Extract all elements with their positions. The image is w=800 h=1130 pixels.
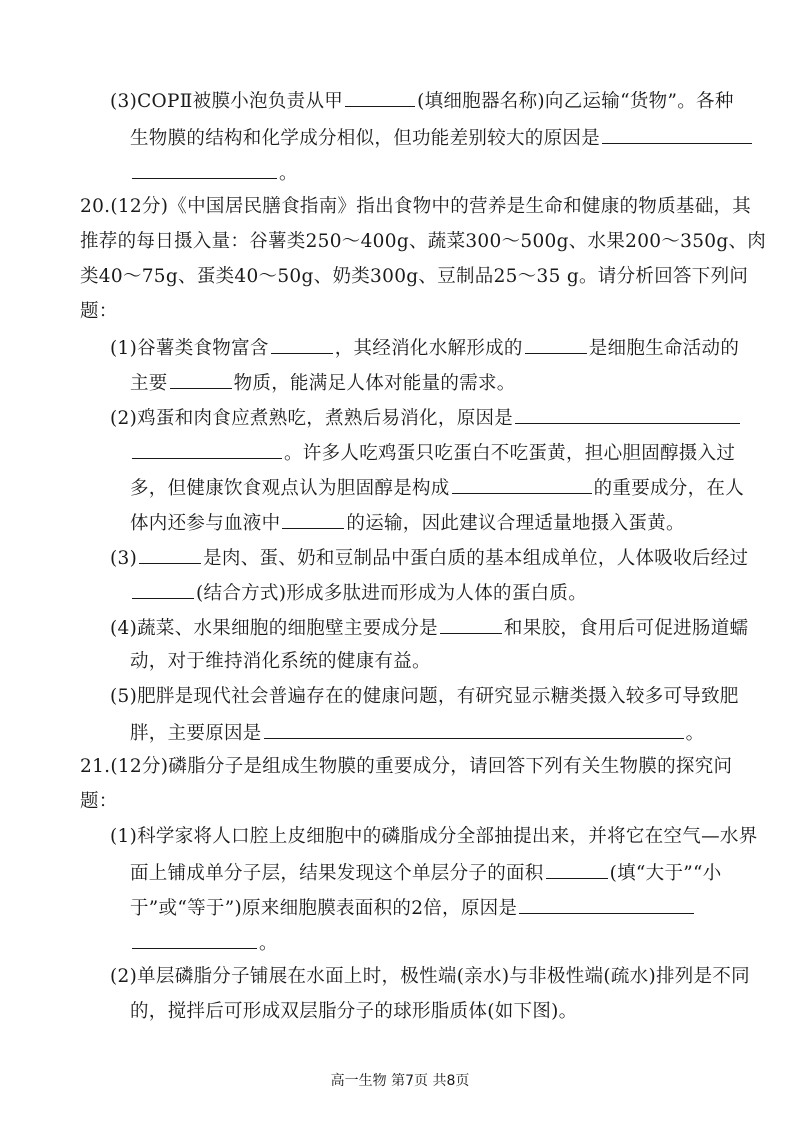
q20-5-line1: (5)肥胖是现代社会普遍存在的健康问题，有研究显示糖类摄入较多可导致肥 — [110, 686, 739, 707]
q20-4-line2: 动，对于维持消化系统的健康有益。 — [130, 651, 431, 672]
q20-2-line1: (2)鸡蛋和肉食应煮熟吃，煮熟后易消化，原因是 — [110, 405, 742, 431]
page-footer: 高一生物 第7页 共8页 — [330, 1073, 470, 1089]
answer-blank[interactable] — [602, 125, 752, 144]
q20-4-line1: (4)蔬菜、水果细胞的细胞壁主要成分是 和果胶，食用后可促进肠道蠕 — [110, 615, 748, 641]
answer-blank[interactable] — [132, 930, 257, 949]
answer-blank[interactable] — [271, 335, 333, 354]
answer-blank[interactable] — [264, 720, 684, 739]
answer-blank[interactable] — [282, 510, 344, 529]
q20-2-line3: 多，但健康饮食观点认为胆固醇是构成 的重要成分，在人 — [130, 475, 744, 501]
answer-blank[interactable] — [440, 615, 502, 634]
q21-2-line1: (2)单层磷脂分子铺展在水面上时，极性端(亲水)与非极性端(疏水)排列是不同 — [110, 966, 750, 987]
answer-blank[interactable] — [132, 160, 277, 179]
q19-3-line2: 生物膜的结构和化学成分相似，但功能差别较大的原因是 — [130, 125, 754, 151]
q21-stem-line1: 21.(12分)磷脂分子是组成生物膜的重要成分，请回答下列有关生物膜的探究问 — [80, 756, 733, 777]
q20-2-line2: 。许多人吃鸡蛋只吃蛋白不吃蛋黄，担心胆固醇摄入过 — [130, 440, 735, 466]
q20-1-line1: (1)谷薯类食物富含 ，其经消化水解形成的 是细胞生命活动的 — [110, 335, 739, 361]
answer-blank[interactable] — [452, 475, 592, 494]
answer-blank[interactable] — [132, 440, 282, 459]
answer-blank[interactable] — [132, 580, 194, 599]
q19-3-line3: 。 — [130, 160, 298, 186]
q21-1-line4: 。 — [130, 930, 278, 956]
q20-2-line4: 体内还参与血液中 的运输，因此建议合理适量地摄入蛋黄。 — [130, 510, 685, 536]
q20-stem-line3: 类40～75g、蛋类40～50g、奶类300g、豆制品25～35 g。请分析回答下列问 — [80, 266, 749, 287]
q20-stem-line2: 推荐的每日摄入量：谷薯类250～400g、蔬菜300～500g、水果200～350g、肉 — [80, 231, 767, 252]
answer-blank[interactable] — [519, 895, 694, 914]
q20-stem-line4: 题： — [80, 301, 118, 322]
q21-stem-line2: 题： — [80, 791, 118, 812]
answer-blank[interactable] — [546, 860, 608, 879]
q21-1-line1: (1)科学家将人口腔上皮细胞中的磷脂成分全部抽提出来，并将它在空气—水界 — [110, 826, 758, 847]
answer-blank[interactable] — [525, 335, 587, 354]
q20-3-line2: (结合方式)形成多肽进而形成为人体的蛋白质。 — [130, 580, 587, 606]
answer-blank[interactable] — [345, 88, 415, 107]
q20-stem-line1: 20.(12分)《中国居民膳食指南》指出食物中的营养是生命和健康的物质基础，其 — [80, 196, 752, 217]
q21-1-line2: 面上铺成单分子层，结果发现这个单层分子的面积 (填“大于”“小 — [130, 860, 722, 886]
q20-3-line1: (3) 是肉、蛋、奶和豆制品中蛋白质的基本组成单位，人体吸收后经过 — [110, 545, 748, 571]
answer-blank[interactable] — [139, 545, 201, 564]
q19-3-line1: (3)COPⅡ被膜小泡负责从甲 (填细胞器名称)向乙运输“货物”。各种 — [110, 88, 734, 114]
answer-blank[interactable] — [170, 370, 232, 389]
answer-blank[interactable] — [515, 405, 740, 424]
q20-1-line2: 主要 物质，能满足人体对能量的需求。 — [130, 370, 516, 396]
q21-1-line3: 于”或“等于”)原来细胞膜表面积的2倍，原因是 — [130, 895, 696, 921]
q21-2-line2: 的，搅拌后可形成双层脂分子的球形脂质体(如下图)。 — [130, 1001, 578, 1022]
q20-5-line2: 胖，主要原因是 。 — [130, 720, 704, 746]
